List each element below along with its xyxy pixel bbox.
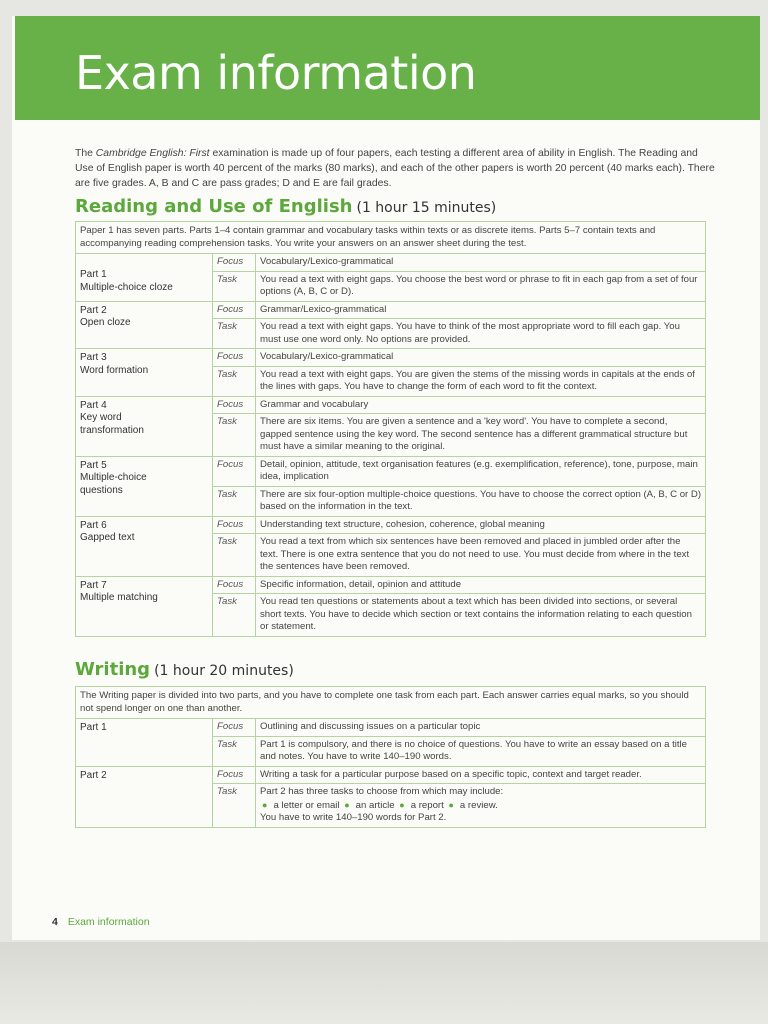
reading-heading <box>75 196 496 217</box>
task-text: You read a text with eight gaps. You choose the best word or phrase to fit in each gap from a set of four options (A, B, C or D). <box>256 271 706 301</box>
part-row: Part 7 Multiple matching Focus Specific information, detail, opinion and attitude <box>76 576 706 594</box>
focus-text: Grammar and vocabulary <box>256 396 706 414</box>
writing-duration: (1 hour 20 minutes) <box>154 663 294 679</box>
part-row: Part 2 Open cloze Focus Grammar/Lexico-grammatical <box>76 301 706 319</box>
title-banner <box>15 16 760 120</box>
page <box>12 16 760 940</box>
page-number: 4 <box>52 916 58 928</box>
part-row: Part 3 Word formation Focus Vocabulary/Lexico-grammatical <box>76 349 706 367</box>
bullet-icon: ● <box>344 799 350 810</box>
reading-title: Reading and Use of English <box>75 196 353 217</box>
bullet-icon: ● <box>448 799 454 810</box>
intro-paragraph: The Cambridge English: First examination is made up of four papers, each testing a different area of ability in English. The Reading and Use of English paper is worth 40 percent of the marks (80 marks), and each of the other papers is worth 20 percent (40 marks each). There are five grades. A, B and C are pass grades; D and E are fail grades. <box>75 148 715 189</box>
page-title: Exam information <box>75 46 477 100</box>
exam-name: Cambridge English: First <box>95 148 210 159</box>
task-text: Part 2 has three tasks to choose from which may include: ● a letter or email ● an article ● a report ● a review. You have to write 140–190 words for Part 2. <box>256 784 706 828</box>
task-text: There are six items. You are given a sentence and a 'key word'. You have to complete a second, gapped sentence using the key word. The second sentence has a different grammatical structure but must have a similar meaning to the original. <box>256 414 706 457</box>
part-row: Part 6 Gapped text Focus Understanding text structure, cohesion, coherence, global meaning <box>76 516 706 534</box>
task-text: Part 1 is compulsory, and there is no choice of questions. You have to write an essay based on a title and notes. You have to write 140–190 words. <box>256 736 706 766</box>
task-options: ● a letter or email ● an article ● a report ● a review. <box>262 799 498 811</box>
task-text: You read a text with eight gaps. You are given the stems of the missing words in capitals at the ends of the lines with gaps. You have to change the form of each word to fit the context. <box>256 366 706 396</box>
focus-text: Writing a task for a particular purpose based on a specific topic, context and target reader. <box>256 766 706 784</box>
part-row: Part 5 Multiple-choice questions Focus Detail, opinion, attitude, text organisation features (e.g. exemplification, reference), tone, purpose, main idea, implication <box>76 456 706 486</box>
focus-text: Vocabulary/Lexico-grammatical <box>256 254 706 272</box>
writing-intro: The Writing paper is divided into two parts, and you have to complete one task from each part. Each answer carries equal marks, so you should not spend longer on one than another. <box>76 687 706 719</box>
task-text: You read a text from which six sentences have been removed and placed in jumbled order after the text. There is one extra sentence that you do not need to use. You must decide from where in the text the sentences have been removed. <box>256 534 706 577</box>
part-row: Part 1 Focus Outlining and discussing issues on a particular topic <box>76 719 706 737</box>
part-row: Part 1 Multiple-choice cloze Focus Vocabulary/Lexico-grammatical <box>76 254 706 272</box>
bullet-icon: ● <box>262 799 268 810</box>
task-text: You read ten questions or statements about a text which has been divided into sections, or several short texts. You have to decide which section or text contains the information relating to each question or statement. <box>256 594 706 637</box>
focus-text: Grammar/Lexico-grammatical <box>256 301 706 319</box>
writing-heading <box>75 659 294 680</box>
background-shade <box>0 942 768 1024</box>
focus-text: Detail, opinion, attitude, text organisation features (e.g. exemplification, reference), tone, purpose, main idea, implication <box>256 456 706 486</box>
focus-text: Understanding text structure, cohesion, coherence, global meaning <box>256 516 706 534</box>
focus-text: Vocabulary/Lexico-grammatical <box>256 349 706 367</box>
footer-label: Exam information <box>67 916 150 928</box>
focus-text: Specific information, detail, opinion and attitude <box>256 576 706 594</box>
page-footer <box>52 916 150 928</box>
part-row: Part 4 Key word transformation Focus Grammar and vocabulary <box>76 396 706 414</box>
focus-text: Outlining and discussing issues on a particular topic <box>256 719 706 737</box>
reading-duration: (1 hour 15 minutes) <box>356 200 497 216</box>
writing-table: The Writing paper is divided into two parts, and you have to complete one task from each part. Each answer carries equal marks, so you should not spend longer on one than another. Part 1 Focus Outlining and discussing issues on a particular topic Task Part 1 is compulsory, and there is no choice of questions. You have to write an essay based on a title and notes. You have to write 140–190 words. Part 2 Focus Writing a task for a particular purpose based on a specific topic, context and target reader. Task Part 2 has three tasks to choose from which may include: ● a letter or email ● an article ● a report ● a review. You have to write 140–190 words for Part 2. <box>75 686 706 828</box>
task-text: You read a text with eight gaps. You have to think of the most appropriate word to fill each gap. You must use one word only. No options are provided. <box>256 319 706 349</box>
part-row: Part 2 Focus Writing a task for a particular purpose based on a specific topic, context and target reader. <box>76 766 706 784</box>
writing-title: Writing <box>75 659 151 680</box>
reading-table: Paper 1 has seven parts. Parts 1–4 contain grammar and vocabulary tasks within texts or as discrete items. Parts 5–7 contain texts and accompanying reading comprehension tasks. You write your answers on an answer sheet during the test. Part 1 Multiple-choice cloze Focus Vocabulary/Lexico-grammatical Task You read a text with eight gaps. You choose the best word or phrase to fit in each gap from a set of four options (A, B, C or D). Part 2 Open cloze Focus Grammar/Lexico-grammatical Task You read a text with eight gaps. You have to think of the most appropriate word to fill each gap. You must use one word only. No options are provided. Part 3 Word formation Focus Vocabulary/Lexico-grammatical Task You read a text with eight gaps. You are given the stems of the missing words in capitals at the ends of the lines with gaps. You have to change the form of each word to fit the context. Part 4 Key word transformation Focus Grammar and vocabulary Task There are six items. You are given a sentence and a 'key word'. You have to complete a second, gapped sentence using the key word. The second sentence has a different grammatical structure but must have a similar meaning to the original. Part 5 Multiple-choice questions Focus Detail, opinion, attitude, text organisation features (e.g. exemplification, reference), tone, purpose, main idea, implication Task There are six four-option multiple-choice questions. You have to choose the correct option (A, B, C or D) based on the information in the text. Part 6 Gapped text Focus Understanding text structure, cohesion, coherence, global meaning Task You read a text from which six sentences have been removed and placed in jumbled order after the text. There is one extra sentence that you do not need to use. You must decide from where in the text the sentences have been removed. Part 7 Multiple matching Focus Specific information, detail, opinion and attitude Task You read ten questions or statements about a text which has been divided into sections, or several short texts. You have to decide which section or text contains the information relating to each question or statement. <box>75 221 706 637</box>
task-text: There are six four-option multiple-choice questions. You have to choose the correct option (A, B, C or D) based on the information in the text. <box>256 486 706 516</box>
reading-intro: Paper 1 has seven parts. Parts 1–4 contain grammar and vocabulary tasks within texts or as discrete items. Parts 5–7 contain texts and accompanying reading comprehension tasks. You write your answers on an answer sheet during the test. <box>76 222 706 254</box>
bullet-icon: ● <box>399 799 405 810</box>
